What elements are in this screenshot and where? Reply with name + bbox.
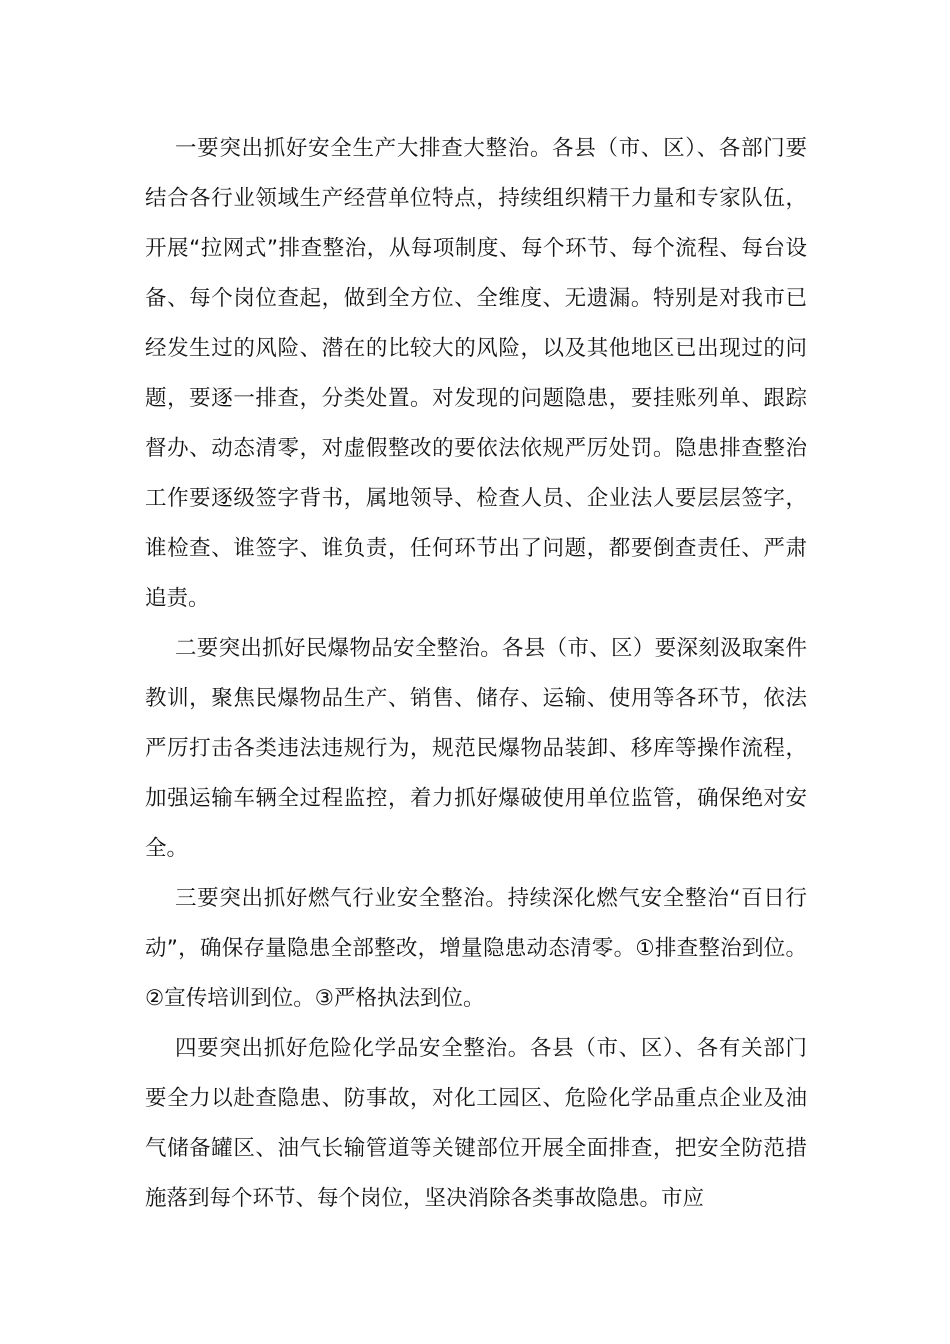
paragraph-2: 二要突出抓好民爆物品安全整治。各县（市、区）要深刻汲取案件教训，聚焦民爆物品生产、销售、储存、运输、使用等各环节，依法严厉打击各类违法违规行为，规范民爆物品装卸、移库等操作流程，加强运输车辆全过程监控，着力抓好爆破使用单位监管，确保绝对安全。 [145,636,807,861]
paragraph-1: 一要突出抓好安全生产大排查大整治。各县（市、区）、各部门要结合各行业领域生产经营单位特点，持续组织精干力量和专家队伍，开展“拉网式”排查整治，从每项制度、每个环节、每个流程、每台设备、每个岗位查起，做到全方位、全维度、无遗漏。特别是对我市已经发生过的风险、潜在的比较大的风险，以及其他地区已出现过的问题，要逐一排查，分类处置。对发现的问题隐患，要挂账列单、跟踪督办、动态清零，对虚假整改的要依法依规严厉处罚。隐患排查整治工作要逐级签字背书，属地领导、检查人员、企业法人要层层签字，谁检查、谁签字、谁负责，任何环节出了问题，都要倒查责任、严肃追责。 [145,136,807,611]
document-body [145,124,807,1224]
paragraph-4: 四要突出抓好危险化学品安全整治。各县（市、区）、各有关部门要全力以赴查隐患、防事故，对化工园区、危险化学品重点企业及油气储备罐区、油气长输管道等关键部位开展全面排查，把安全防范措施落到每个环节、每个岗位，坚决消除各类事故隐患。市应 [145,1036,807,1211]
paragraph-3: 三要突出抓好燃气行业安全整治。持续深化燃气安全整治“百日行动”，确保存量隐患全部整改，增量隐患动态清零。①排查整治到位。②宣传培训到位。③严格执法到位。 [145,886,807,1011]
